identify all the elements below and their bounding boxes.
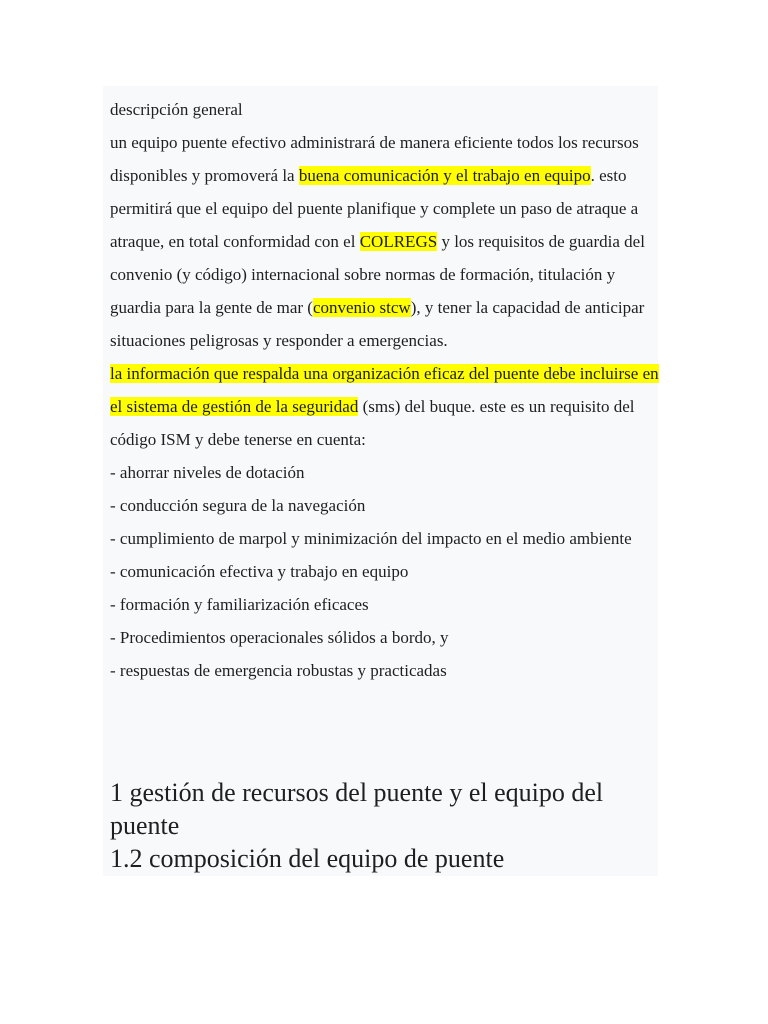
list-item: - cumplimiento de marpol y minimización del impacto en el medio ambiente bbox=[110, 529, 632, 548]
paragraph-text: y los requisitos de guardia del convenio (y código) internacional sobre normas de formación, titulación y guardia para la gente de mar ( bbox=[110, 232, 645, 317]
paragraph-text: (sms) del buque. este es un requisito del código ISM y debe tenerse en cuenta: bbox=[110, 397, 635, 449]
list-item: - comunicación efectiva y trabajo en equipo bbox=[110, 562, 409, 581]
highlighted-text: buena comunicación y el trabajo en equipo bbox=[298, 166, 591, 185]
paragraph-text: ), y tener la capacidad de anticipar situaciones peligrosas y responder a emergencias. bbox=[110, 298, 645, 350]
paragraph-intro bbox=[110, 126, 662, 357]
highlighted-text: la información que respalda una organización eficaz del puente debe incluirse en el sistema de gestión de la seguridad bbox=[110, 364, 659, 416]
list-item: - Procedimientos operacionales sólidos a bordo, y bbox=[110, 628, 449, 647]
list-item: - respuestas de emergencia robustas y practicadas bbox=[110, 661, 447, 680]
paragraph-text: . esto permitirá que el equipo del puente planifique y complete un paso de atraque a atraque, en total conformidad con el bbox=[110, 166, 639, 251]
highlighted-text: COLREGS bbox=[359, 232, 438, 251]
paragraph-sms bbox=[110, 357, 662, 456]
highlighted-text: convenio stcw bbox=[312, 298, 411, 317]
list-item: - ahorrar niveles de dotación bbox=[110, 463, 305, 482]
paragraph-text: un equipo puente efectivo administrará de manera eficiente todos los recursos disponibles y promoverá la bbox=[110, 133, 639, 185]
section-headings bbox=[110, 776, 662, 875]
heading-1-2: 1.2 composición del equipo de puente bbox=[110, 844, 505, 873]
list-item: - formación y familiarización eficaces bbox=[110, 595, 369, 614]
heading-1: 1 gestión de recursos del puente y el equipo del puente bbox=[110, 778, 604, 840]
list-item: - conducción segura de la navegación bbox=[110, 496, 366, 515]
section-label: descripción general bbox=[110, 100, 243, 119]
document-body bbox=[110, 93, 662, 687]
